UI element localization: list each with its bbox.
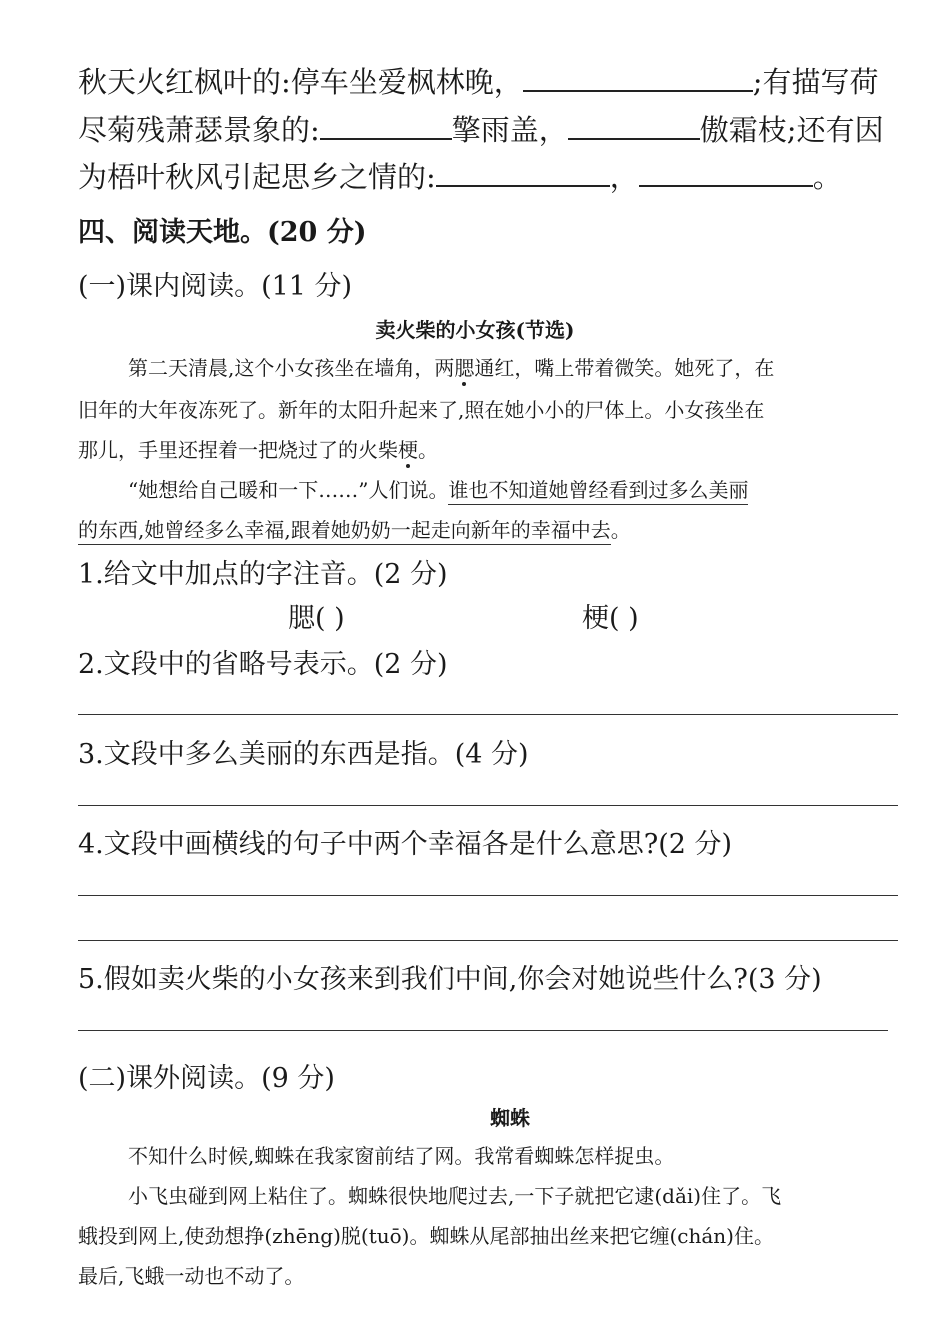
dotted-char: 梗 [398, 438, 418, 462]
passage2-title: 蜘蛛 [490, 1106, 530, 1130]
passage1-line: 旧年的大年夜冻死了。新年的太阳升起来了,照在她小小的尸体上。小女孩坐在 [78, 398, 765, 422]
answer-line[interactable] [78, 714, 898, 715]
answer-blank[interactable] [436, 159, 610, 187]
text-span: 通红，嘴上带着微笑。她死了，在 [474, 356, 775, 380]
answer-line[interactable] [78, 805, 898, 806]
passage2-line: 最后,飞蛾一动也不动了。 [78, 1264, 305, 1288]
dotted-char: 腮 [454, 356, 475, 380]
text-span: 第二天清晨,这个小女孩坐在墙角，两 [128, 356, 455, 380]
fill-line-2-end: 傲霜枝;还有因 [699, 113, 884, 147]
fill-line-3 [78, 155, 842, 196]
passage1-line [128, 474, 748, 503]
underlined-sentence: 的东西,她曾经多么幸福,跟着她奶奶一起走向新年的幸福中去 [78, 518, 611, 545]
passage1-line [78, 434, 438, 463]
text-span: 那儿，手里还捏着一把烧过了的火柴 [78, 438, 398, 462]
fill-line-2-start: 尽菊残萧瑟景象的: [78, 113, 320, 147]
answer-line[interactable] [78, 895, 898, 896]
text-span: 。 [418, 438, 438, 462]
text-span: 。 [610, 518, 631, 542]
answer-blank[interactable] [639, 159, 813, 187]
fill-line-2-mid: 擎雨盖， [451, 113, 568, 147]
question-1: 1.给文中加点的字注音。(2 分) [78, 559, 448, 590]
fill-line-3-end: 。 [812, 160, 842, 194]
answer-line[interactable] [78, 940, 898, 941]
fill-line-3-start: 为梧叶秋风引起思乡之情的: [78, 160, 436, 194]
pinyin-answer-2[interactable]: 梗( ) [582, 603, 639, 634]
fill-line-1-end: ;有描写荷 [752, 65, 879, 99]
underlined-sentence: 谁也不知道她曾经看到过多么美丽 [448, 478, 748, 505]
passage1-line [78, 514, 631, 543]
question-3: 3.文段中多么美丽的东西是指。(4 分) [78, 739, 529, 770]
question-4: 4.文段中画横线的句子中两个幸福各是什么意思?(2 分) [78, 829, 733, 860]
passage2-line: 小飞虫碰到网上粘住了。蜘蛛很快地爬过去,一下子就把它逮(dǎi)住了。飞 [128, 1184, 782, 1208]
passage1-title: 卖火柴的小女孩(节选) [375, 318, 575, 342]
answer-blank[interactable] [568, 112, 700, 140]
question-5: 5.假如卖火柴的小女孩来到我们中间,你会对她说些什么?(3 分) [78, 964, 822, 995]
fill-line-1-text: 秋天火红枫叶的:停车坐爱枫林晚， [78, 65, 523, 99]
passage1-line [128, 352, 774, 381]
answer-blank[interactable] [523, 64, 753, 92]
section-heading: 四、阅读天地。(20 分) [78, 217, 367, 248]
fill-line-3-comma: ， [609, 160, 639, 194]
pinyin-answer-1[interactable]: 腮( ) [288, 603, 345, 634]
fill-line-1 [78, 60, 879, 101]
text-span: “她想给自己暖和一下……”人们说。 [128, 478, 449, 502]
fill-line-2 [78, 108, 884, 149]
passage2-line: 蛾投到网上,使劲想挣(zhēng)脱(tuō)。蜘蛛从尾部抽出丝来把它缠(chán)住。 [78, 1224, 774, 1248]
answer-blank[interactable] [320, 112, 452, 140]
question-2: 2.文段中的省略号表示。(2 分) [78, 649, 448, 680]
part2-heading: (二)课外阅读。(9 分) [78, 1063, 335, 1094]
part1-heading: (一)课内阅读。(11 分) [78, 271, 353, 302]
answer-line[interactable] [78, 1030, 888, 1031]
passage2-line: 不知什么时候,蜘蛛在我家窗前结了网。我常看蜘蛛怎样捉虫。 [128, 1144, 675, 1168]
